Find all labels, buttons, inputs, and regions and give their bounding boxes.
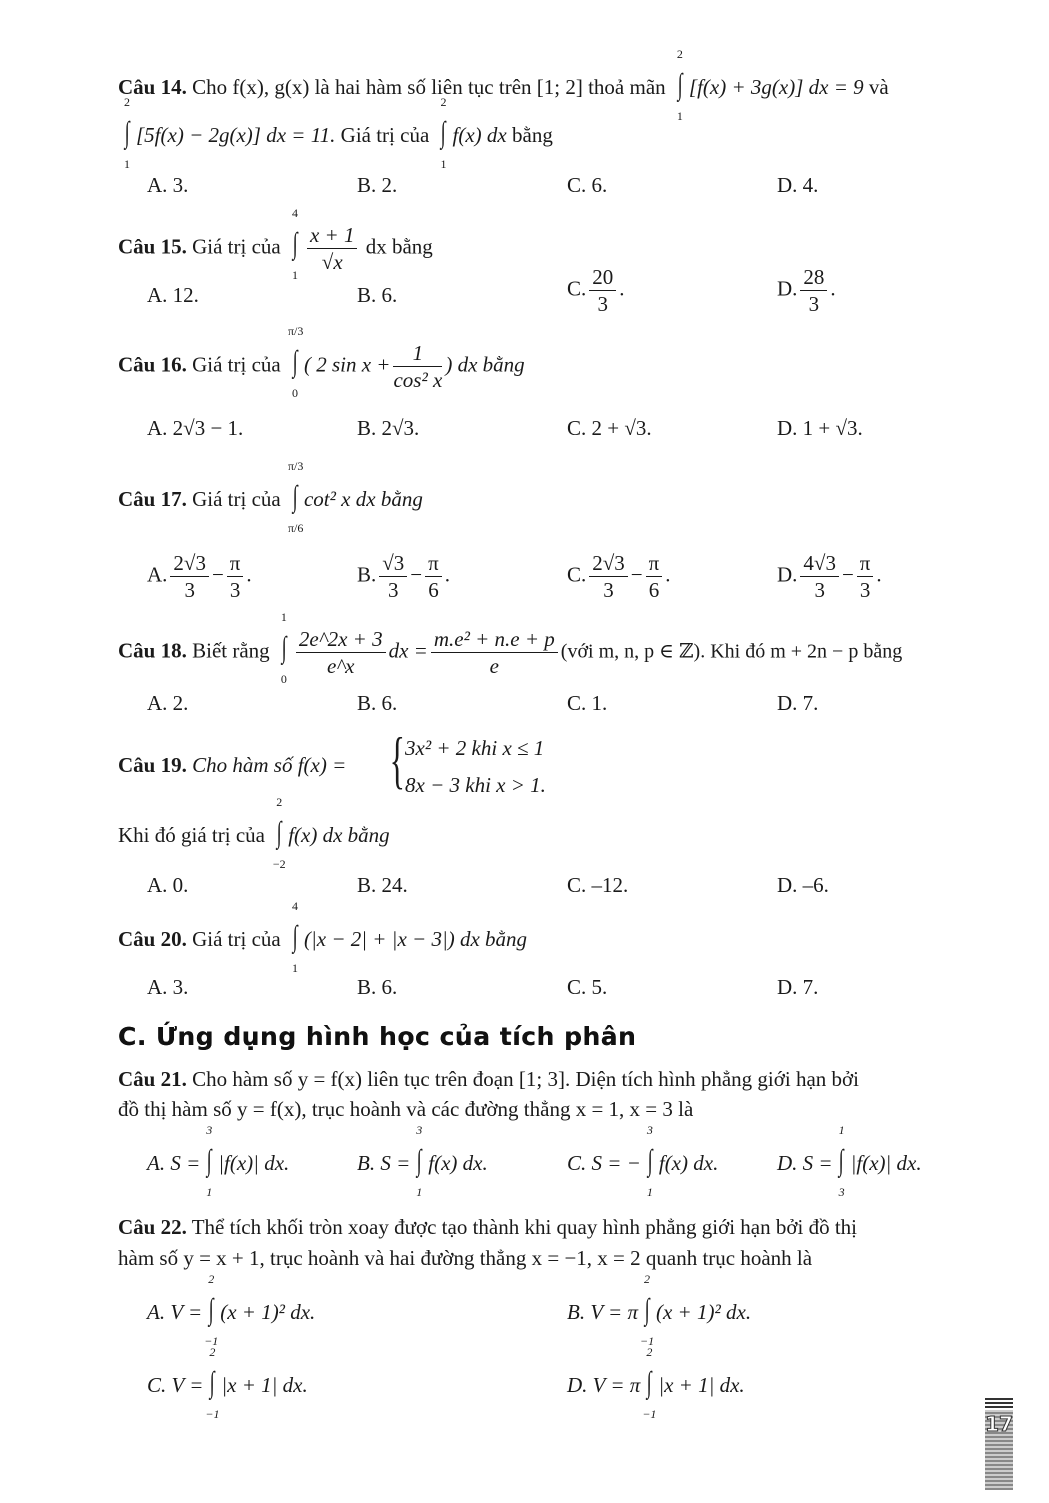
question-22-label: Câu 22. [118,1215,187,1239]
integral-sign: ∫ 4 1 [291,206,298,283]
equals: dx = [388,638,428,663]
question-16-text: Giá trị của [186,352,281,377]
question-19 [118,750,998,780]
integral-body: [5f(x) − 2g(x)] dx = 11. [136,123,336,147]
page-number-tab [985,1398,1013,1490]
decorative-bars [985,1398,1013,1410]
question-20-label: Câu 20. [118,927,187,951]
question-18-text: Biết rằng [186,638,270,663]
option-c[interactable]: C. –12. [567,873,629,897]
option-b[interactable]: B. 6. [357,283,398,307]
option-d[interactable]: D. 4. [777,173,819,197]
option-d[interactable]: D. 7. [777,975,819,999]
question-14-label: Câu 14. [118,75,187,99]
option-c[interactable]: C. $\frac{20}{3}$ . [567,265,625,316]
question-22 [118,1212,998,1242]
fraction: $\frac{\text{m.e² + n.e + p}}{e}$ [431,626,558,679]
question-18-label: Câu 18. [118,638,187,663]
option-b[interactable]: B. 24. [357,873,408,897]
question-18 [118,610,998,687]
integral-body: f(x) dx bằng [288,823,390,847]
option-c[interactable]: C. S = − ∫ 3 1 f(x) dx. [567,1123,719,1199]
option-c[interactable]: C. $\frac{2√3}{3}$ − $\frac{\pi}{6}$ . [567,551,671,602]
question-19-label: Câu 19. [118,753,187,777]
option-b[interactable]: B. 2√3. [357,416,420,440]
brace: { [389,724,406,795]
question-14-text: Cho f(x), g(x) là hai hàm số liên tục trên [1; 2] thoả mãn [186,75,666,99]
option-a[interactable]: A. 0. [147,873,189,897]
question-14-text2: Giá trị của [335,123,430,147]
integral-sign: ∫ 4 1 [291,899,298,975]
question-21 [118,1064,998,1094]
option-b[interactable]: B. 2. [357,173,398,197]
question-16-label: Câu 16. [118,352,187,377]
question-14-line2 [118,95,998,171]
question-17-label: Câu 17. [118,487,187,511]
option-a[interactable]: A. 3. [147,173,189,197]
section-heading: C. Ứng dụng hình học của tích phân [118,1022,637,1051]
integral-body: [f(x) + 3g(x)] dx = 9 [688,75,864,99]
option-d[interactable]: D. 7. [777,691,819,715]
option-b[interactable]: B. 6. [357,975,398,999]
question-20-text: Giá trị của [186,927,281,951]
integral-body: cot² x dx bằng [303,487,423,511]
question-15-tail: dx bằng [365,234,433,259]
question-21-line2: đồ thị hàm số y = f(x), trục hoành và các đường thẳng x = 1, x = 3 là [118,1097,694,1121]
option-c[interactable]: C. V = ∫ 2 −1 |x + 1| dx. [147,1345,308,1421]
option-c[interactable]: C. 5. [567,975,608,999]
option-a[interactable]: A. S = ∫ 3 1 |f(x)| dx. [147,1123,290,1199]
option-d[interactable]: D. 1 + √3. [777,416,863,440]
integral-body: (|x − 2| + |x − 3|) dx bằng [303,927,528,951]
question-19-line2 [118,795,998,871]
question-22-line2: hàm số y = x + 1, trục hoành và hai đường thẳng x = −1, x = 2 quanh trục hoành là [118,1246,813,1270]
option-d[interactable]: D. V = π ∫ 2 −1 |x + 1| dx. [567,1345,745,1421]
piecewise-case-2: 8x − 3 khi x > 1. [405,773,546,797]
question-16 [118,324,998,401]
option-d[interactable]: D. S = ∫ 1 3 |f(x)| dx. [777,1123,922,1199]
fraction: $\frac{2e\^{}2x + 3}{e\^{}x}$ [296,626,386,679]
option-a[interactable]: A. 3. [147,975,189,999]
question-19-text: Cho hàm số f(x) = [186,753,347,777]
question-14-text3: bằng [512,123,553,147]
option-b[interactable]: B. S = ∫ 3 1 f(x) dx. [357,1123,488,1199]
option-a[interactable]: A. $\frac{2√3}{3}$ − $\frac{\pi}{3}$ . [147,551,252,602]
option-d[interactable]: D. –6. [777,873,829,897]
option-a[interactable]: A. 2√3 − 1. [147,416,244,440]
integral-sign: ∫ 2 1 [124,95,130,171]
question-17-text: Giá trị của [186,487,281,511]
question-15-text: Giá trị của [186,234,281,259]
option-a[interactable]: A. 2. [147,691,189,715]
option-b[interactable]: B. $\frac{√3}{3}$ − $\frac{\pi}{6}$ . [357,551,450,602]
question-21-line1: Cho hàm số y = f(x) liên tục trên đoạn [1; 3]. Diện tích hình phẳng giới hạn bởi [186,1067,859,1091]
piecewise-case-1: 3x² + 2 khi x ≤ 1 [405,736,545,760]
integral-body: f(x) dx [452,123,507,147]
option-c[interactable]: C. 2 + √3. [567,416,652,440]
question-17 [118,459,998,535]
option-a[interactable]: A. 12. [147,283,199,307]
option-b[interactable]: B. V = π ∫ 2 −1 (x + 1)² dx. [567,1272,752,1348]
integral-sign: ∫ π/3 π/6 [287,459,304,535]
option-b[interactable]: B. 6. [357,691,398,715]
option-d[interactable]: D. $\frac{4√3}{3}$ − $\frac{\pi}{3}$ . [777,551,882,602]
question-18-tail: (với m, n, p ∈ ℤ). Khi đó m + 2n − p bằng [560,640,903,663]
question-19-text2: Khi đó giá trị của [118,823,265,847]
integral-sign: ∫ 1 0 [280,610,287,687]
conjunction: và [868,75,889,99]
question-21-label: Câu 21. [118,1067,187,1091]
integral-sign: ∫ 2 1 [440,95,447,171]
integral-body: ( 2 sin x + [303,352,391,377]
integral-sign: ∫ π/3 0 [287,324,304,401]
question-15-label: Câu 15. [118,234,187,259]
page-number: 17 [985,1412,1013,1436]
question-14 [118,47,998,123]
integral-sign: ∫ 2 1 [676,47,683,123]
fraction: $\frac{1}{\text{cos² x}}$ [393,341,443,392]
option-a[interactable]: A. V = ∫ 2 −1 (x + 1)² dx. [147,1272,316,1348]
question-22-line1: Thể tích khối tròn xoay được tạo thành khi quay hình phẳng giới hạn bởi đồ thị [186,1215,857,1239]
option-d[interactable]: D. $\frac{28}{3}$ . [777,265,836,316]
integral-sign: ∫ 2 −2 [272,795,286,871]
option-c[interactable]: C. 1. [567,691,608,715]
option-c[interactable]: C. 6. [567,173,608,197]
fraction: $\frac{x + 1}{√x}$ [307,222,358,275]
question-20 [118,899,998,975]
question-15 [118,206,998,283]
integral-tail: ) dx bằng [445,352,525,377]
